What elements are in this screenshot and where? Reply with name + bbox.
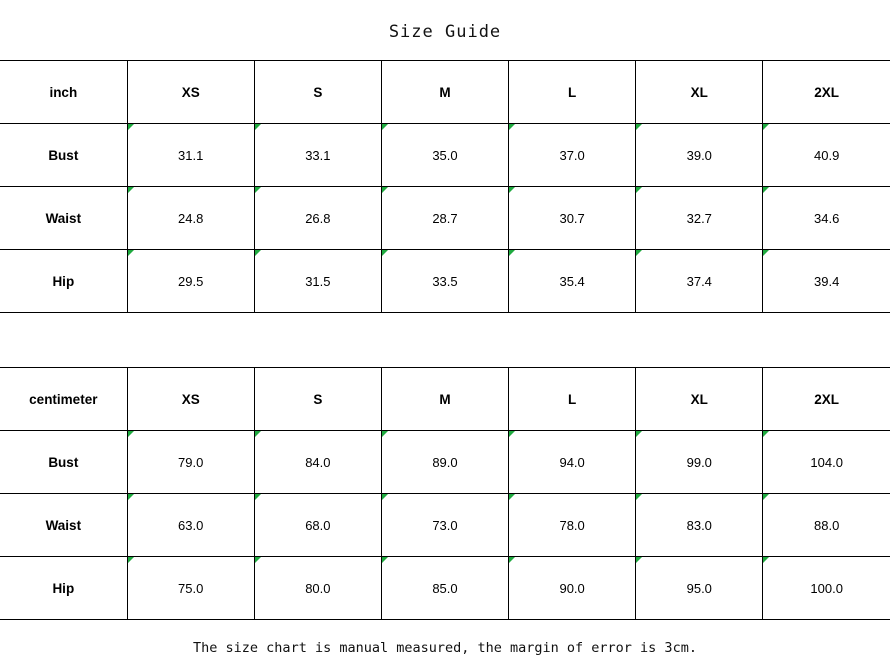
unit-label-inch: inch	[0, 61, 127, 124]
measure-label-hip: Hip	[0, 557, 127, 620]
cell-bust-xl: 39.0	[636, 124, 763, 187]
cell-bust-s: 33.1	[254, 124, 381, 187]
cell-bust-l: 94.0	[509, 431, 636, 494]
cell-hip-2xl: 100.0	[763, 557, 890, 620]
cell-waist-l: 30.7	[509, 187, 636, 250]
cell-hip-s: 80.0	[254, 557, 381, 620]
cell-waist-xs: 63.0	[127, 494, 254, 557]
measure-label-bust: Bust	[0, 431, 127, 494]
cell-hip-xl: 95.0	[636, 557, 763, 620]
cell-bust-xs: 31.1	[127, 124, 254, 187]
cell-bust-l: 37.0	[509, 124, 636, 187]
cell-bust-2xl: 104.0	[763, 431, 890, 494]
cell-bust-xl: 99.0	[636, 431, 763, 494]
cell-waist-m: 28.7	[381, 187, 508, 250]
size-header-2xl: 2XL	[763, 61, 890, 124]
size-header-l: L	[509, 61, 636, 124]
table-spacer	[0, 313, 890, 367]
size-header-s: S	[254, 61, 381, 124]
footer-note: The size chart is manual measured, the margin of error is 3cm.	[193, 640, 697, 656]
cell-hip-l: 90.0	[509, 557, 636, 620]
cell-bust-m: 35.0	[381, 124, 508, 187]
table-row	[0, 557, 890, 620]
size-header-m: M	[381, 61, 508, 124]
cell-waist-xl: 32.7	[636, 187, 763, 250]
cell-bust-m: 89.0	[381, 431, 508, 494]
table-header-row	[0, 61, 890, 124]
table-row	[0, 494, 890, 557]
cell-hip-s: 31.5	[254, 250, 381, 313]
cell-waist-2xl: 88.0	[763, 494, 890, 557]
measure-label-hip: Hip	[0, 250, 127, 313]
size-header-xl: XL	[636, 368, 763, 431]
cell-waist-l: 78.0	[509, 494, 636, 557]
cell-bust-s: 84.0	[254, 431, 381, 494]
measure-label-waist: Waist	[0, 494, 127, 557]
cell-bust-xs: 79.0	[127, 431, 254, 494]
table-header-row	[0, 368, 890, 431]
size-header-s: S	[254, 368, 381, 431]
table-row	[0, 124, 890, 187]
measure-label-waist: Waist	[0, 187, 127, 250]
measure-label-bust: Bust	[0, 124, 127, 187]
cell-waist-s: 26.8	[254, 187, 381, 250]
unit-label-centimeter: centimeter	[0, 368, 127, 431]
size-header-m: M	[381, 368, 508, 431]
cell-hip-xl: 37.4	[636, 250, 763, 313]
size-header-xl: XL	[636, 61, 763, 124]
cell-hip-xs: 29.5	[127, 250, 254, 313]
table-row	[0, 431, 890, 494]
size-header-xs: XS	[127, 61, 254, 124]
cell-hip-xs: 75.0	[127, 557, 254, 620]
size-header-xs: XS	[127, 368, 254, 431]
page-title: Size Guide	[388, 22, 502, 42]
cell-bust-2xl: 40.9	[763, 124, 890, 187]
cell-waist-s: 68.0	[254, 494, 381, 557]
cell-hip-2xl: 39.4	[763, 250, 890, 313]
size-table-centimeter	[0, 367, 890, 620]
cell-waist-xs: 24.8	[127, 187, 254, 250]
size-header-2xl: 2XL	[763, 368, 890, 431]
cell-waist-xl: 83.0	[636, 494, 763, 557]
cell-waist-m: 73.0	[381, 494, 508, 557]
cell-hip-m: 33.5	[381, 250, 508, 313]
size-table-inch	[0, 60, 890, 313]
table-row	[0, 250, 890, 313]
table-row	[0, 187, 890, 250]
cell-waist-2xl: 34.6	[763, 187, 890, 250]
cell-hip-m: 85.0	[381, 557, 508, 620]
size-header-l: L	[509, 368, 636, 431]
cell-hip-l: 35.4	[509, 250, 636, 313]
